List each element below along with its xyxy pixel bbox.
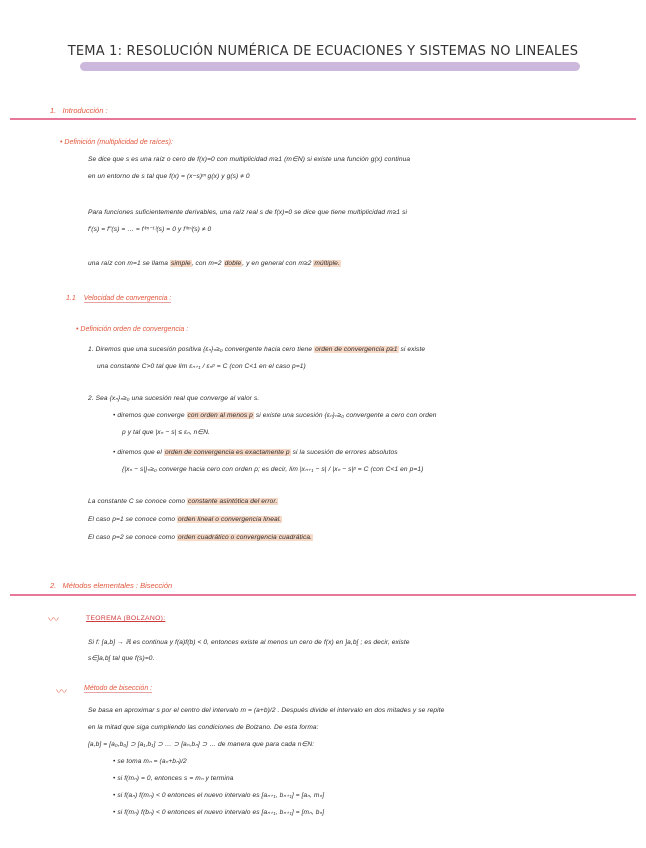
item1-line-2: una constante C>0 tal que lim εₙ₊₁ / εₙᵖ = C (con C<1 en el caso p=1) — [97, 363, 306, 370]
constant-line — [88, 497, 278, 507]
constant-pre: La constante C se conoce como — [88, 498, 186, 505]
definition-multiplicity-heading: • Definición (multiplicidad de raíces): — [60, 139, 173, 146]
item2-bullet-1-line-2: p y tal que |xₙ − s| ≤ εₙ, n∈N. — [122, 429, 210, 436]
section-1-divider — [10, 118, 636, 120]
method-line-3: [a,b] = [a₀,b₀] ⊃ [a₁,b₁] ⊃ … ⊃ [aₙ,bₙ] ⊃ … de manera que para cada n∈N: — [88, 741, 315, 748]
para-line-1: Para funciones suficientemente derivables, una raíz real s de f(x)=0 se dice que tiene multiplicidad m≥1 si — [88, 209, 408, 216]
section-2-divider — [10, 594, 636, 596]
simple-double-multiple-line — [88, 259, 341, 269]
simple-post: , y en general con m≥2 — [242, 260, 312, 267]
subsection-1-1-number: 1.1 — [66, 295, 76, 302]
p1-pre: El caso p=1 se conoce como — [88, 516, 176, 523]
subsection-1-1-heading — [66, 295, 171, 302]
method-title: Método de bisección : — [84, 685, 153, 692]
subsection-1-1-title: Velocidad de convergencia : — [83, 295, 172, 302]
theorem-title: TEOREMA (BOLZANO): — [86, 615, 166, 622]
section-2-title: Métodos elementales : Bisección — [62, 581, 173, 590]
item2-b2-highlight: orden de convergencia es exactamente p — [164, 449, 290, 456]
item2-bullet-1 — [113, 411, 437, 421]
def1-line-2: en un entorno de s tal que f(x) = (x−s)ᵐ g(x) y g(s) ≠ 0 — [88, 173, 250, 180]
method-bullet-1: • se toma mₙ = (aₙ+bₙ)/2 — [113, 758, 187, 765]
method-bullet-3: • si f(aₙ) f(mₙ) < 0 entonces el nuevo intervalo es [aₙ₊₁, bₙ₊₁] = [aₙ, mₙ] — [113, 792, 325, 799]
section-2-heading — [50, 581, 172, 590]
p1-line — [88, 515, 282, 525]
multiple-word: múltiple. — [314, 260, 340, 267]
section-1-heading — [50, 106, 108, 115]
simple-word: simple — [170, 260, 191, 267]
method-line-2: en la mitad que siga cumpliendo las condiciones de Bolzano. De esta forma: — [88, 724, 319, 731]
theorem-wave-icon: 〰 — [48, 613, 59, 626]
item2-bullet-2-line-2: {|xₙ − s|}ₙ≥₀ converge hacia cero con orden p; es decir, lim |xₙ₊₁ − s| / |xₙ − s|ᵖ = C (con C<1 en p=1) — [122, 466, 424, 473]
double-word: doble — [224, 260, 242, 267]
simple-mid: , con m=2 — [191, 260, 222, 267]
method-line-1: Se basa en aproximar s por el centro del intervalo m = (a+b)/2 . Después divide el intervalo en dos mitades y se repite — [88, 707, 445, 714]
theorem-heading — [86, 614, 165, 624]
title-highlight-bar — [80, 62, 580, 71]
method-heading — [84, 685, 152, 692]
page-title: TEMA 1: RESOLUCIÓN NUMÉRICA DE ECUACIONES Y SISTEMAS NO LINEALES — [67, 44, 579, 59]
section-2-number: 2. — [50, 581, 57, 590]
item2-b1-highlight: con orden al menos p — [187, 412, 253, 419]
item2-b1-pre: • diremos que converge — [113, 412, 185, 419]
para-line-2: f′(s) = f″(s) = … = f⁽ᵐ⁻¹⁾(s) = 0 y f⁽ᵐ⁾(s) ≠ 0 — [88, 226, 212, 233]
p2-highlight: orden cuadrático o convergencia cuadrática. — [178, 534, 313, 541]
constant-highlight: constante asintótica del error. — [188, 498, 278, 505]
item1-highlight: orden de convergencia p≥1 — [315, 346, 398, 353]
section-1-number: 1. — [50, 106, 57, 115]
section-1-title: Introducción : — [62, 106, 108, 115]
item2-bullet-2 — [113, 448, 398, 458]
theorem-line-1: Si f: [a,b] → ℝ es continua y f(a)f(b) < 0, entonces existe al menos un cero de f(x) en ]a,b[ ; es decir, existe — [88, 639, 410, 646]
method-wave-icon: 〰 — [56, 685, 67, 698]
item2-b2-post: si la sucesión de errores absolutos — [292, 449, 398, 456]
item1-post: si existe — [400, 346, 426, 353]
p1-highlight: orden lineal o convergencia lineal. — [178, 516, 282, 523]
item1-pre: 1. Diremos que una sucesión positiva {εₙ}ₙ≥₀ convergente hacia cero tiene — [88, 346, 313, 353]
item2-b2-pre: • diremos que el — [113, 449, 162, 456]
def1-line-1: Se dice que s es una raíz o cero de f(x)=0 con multiplicidad m≥1 (m∈N) si existe una función g(x) continua — [88, 156, 411, 163]
simple-pre: una raíz con m=1 se llama — [88, 260, 169, 267]
p2-line — [88, 533, 313, 543]
method-bullet-2: • si f(mₙ) = 0, entonces s = mₙ y termina — [113, 775, 234, 782]
definition-order-heading: • Definición orden de convergencia : — [76, 326, 189, 333]
theorem-line-2: s∈]a,b[ tal que f(s)=0. — [88, 655, 155, 662]
method-bullet-4: • si f(mₙ) f(bₙ) < 0 entonces el nuevo intervalo es [aₙ₊₁, bₙ₊₁] = [mₙ, bₙ] — [113, 809, 325, 816]
p2-pre: El caso p=2 se conoce como — [88, 534, 176, 541]
item2-line-1: 2. Sea {xₙ}ₙ≥₀ una sucesión real que converge al valor s. — [88, 395, 260, 402]
item2-b1-post: si existe una sucesión {εₙ}ₙ≥₀ convergente a cero con orden — [255, 412, 437, 419]
item1-line-1 — [88, 345, 425, 355]
